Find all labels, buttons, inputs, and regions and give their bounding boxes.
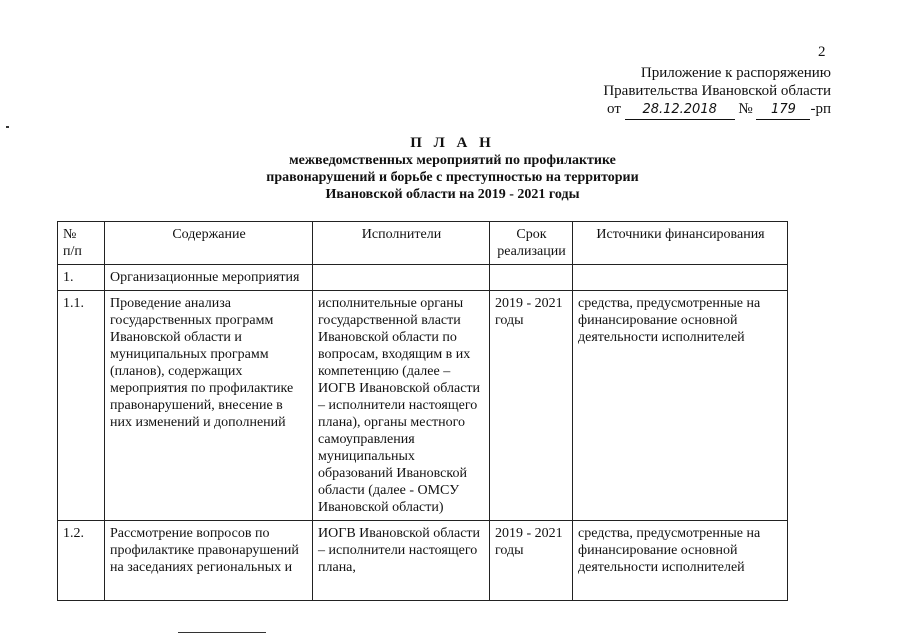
- handwritten-number: 179: [756, 101, 810, 120]
- header-term: [490, 222, 573, 265]
- plan-title: П Л А Н: [410, 135, 495, 151]
- cell-num: 1.1.: [58, 291, 105, 521]
- header-num-line-2: п/п: [63, 244, 82, 259]
- header-num: [58, 222, 105, 265]
- table-header-row: [58, 222, 788, 265]
- footnote-divider: [178, 632, 266, 633]
- plan-subtitle-3: Ивановской области на 2019 - 2021 годы: [325, 187, 580, 202]
- order-line: [603, 100, 831, 120]
- plan-table: [57, 221, 788, 601]
- page-number: 2: [818, 44, 826, 60]
- cell-content: Рассмотрение вопросов по профилактике правонарушений на заседаниях региональных и: [105, 521, 313, 601]
- cell-executors: ИОГВ Ивановской области – исполнители настоящего плана,: [313, 521, 490, 601]
- header-financing: Источники финансирования: [573, 222, 788, 265]
- plan-heading: [0, 134, 905, 203]
- cell-term: 2019 - 2021 годы: [490, 291, 573, 521]
- cell-content: Проведение анализа государственных программ Ивановской области и муниципальных программ (планов), содержащих мероприятия по профилактике правонарушений, внесение в них изменений и дополнений: [105, 291, 313, 521]
- cell-num: 1.: [58, 265, 105, 291]
- cell-executors: [313, 265, 490, 291]
- scan-speck: [6, 126, 9, 128]
- appendix-block: [603, 64, 831, 120]
- handwritten-date: 28.12.2018: [625, 101, 735, 120]
- appendix-line-2: Правительства Ивановской области: [603, 83, 831, 99]
- table-row: [58, 291, 788, 521]
- header-content: Содержание: [105, 222, 313, 265]
- plan-subtitle-1: межведомственных мероприятий по профилактике: [289, 153, 616, 168]
- number-label: №: [738, 101, 753, 117]
- plan-subtitle-2: правонарушений и борьбе с преступностью на территории: [266, 170, 639, 185]
- cell-executors: исполнительные органы государственной власти Ивановской области по вопросам, входящим в их компетенцию (далее – ИОГВ Ивановской области – исполнители настоящего плана), органы местного самоуправления муниципальных образований Ивановской области (далее - ОМСУ Ивановской области): [313, 291, 490, 521]
- cell-financing: [573, 265, 788, 291]
- cell-term: 2019 - 2021 годы: [490, 521, 573, 601]
- cell-financing: средства, предусмотренные на финансирование основной деятельности исполнителей: [573, 291, 788, 521]
- header-term-line-1: Срок: [516, 227, 547, 242]
- from-label: от: [607, 101, 621, 117]
- order-suffix: -рп: [810, 101, 831, 117]
- table-row: [58, 265, 788, 291]
- cell-financing: средства, предусмотренные на финансирование основной деятельности исполнителей: [573, 521, 788, 601]
- header-term-line-2: реализации: [497, 244, 566, 259]
- cell-term: [490, 265, 573, 291]
- header-num-line-1: №: [63, 227, 77, 242]
- cell-num: 1.2.: [58, 521, 105, 601]
- header-executors: Исполнители: [313, 222, 490, 265]
- cell-content: Организационные мероприятия: [105, 265, 313, 291]
- appendix-line-1: Приложение к распоряжению: [640, 65, 831, 81]
- table-row: [58, 521, 788, 601]
